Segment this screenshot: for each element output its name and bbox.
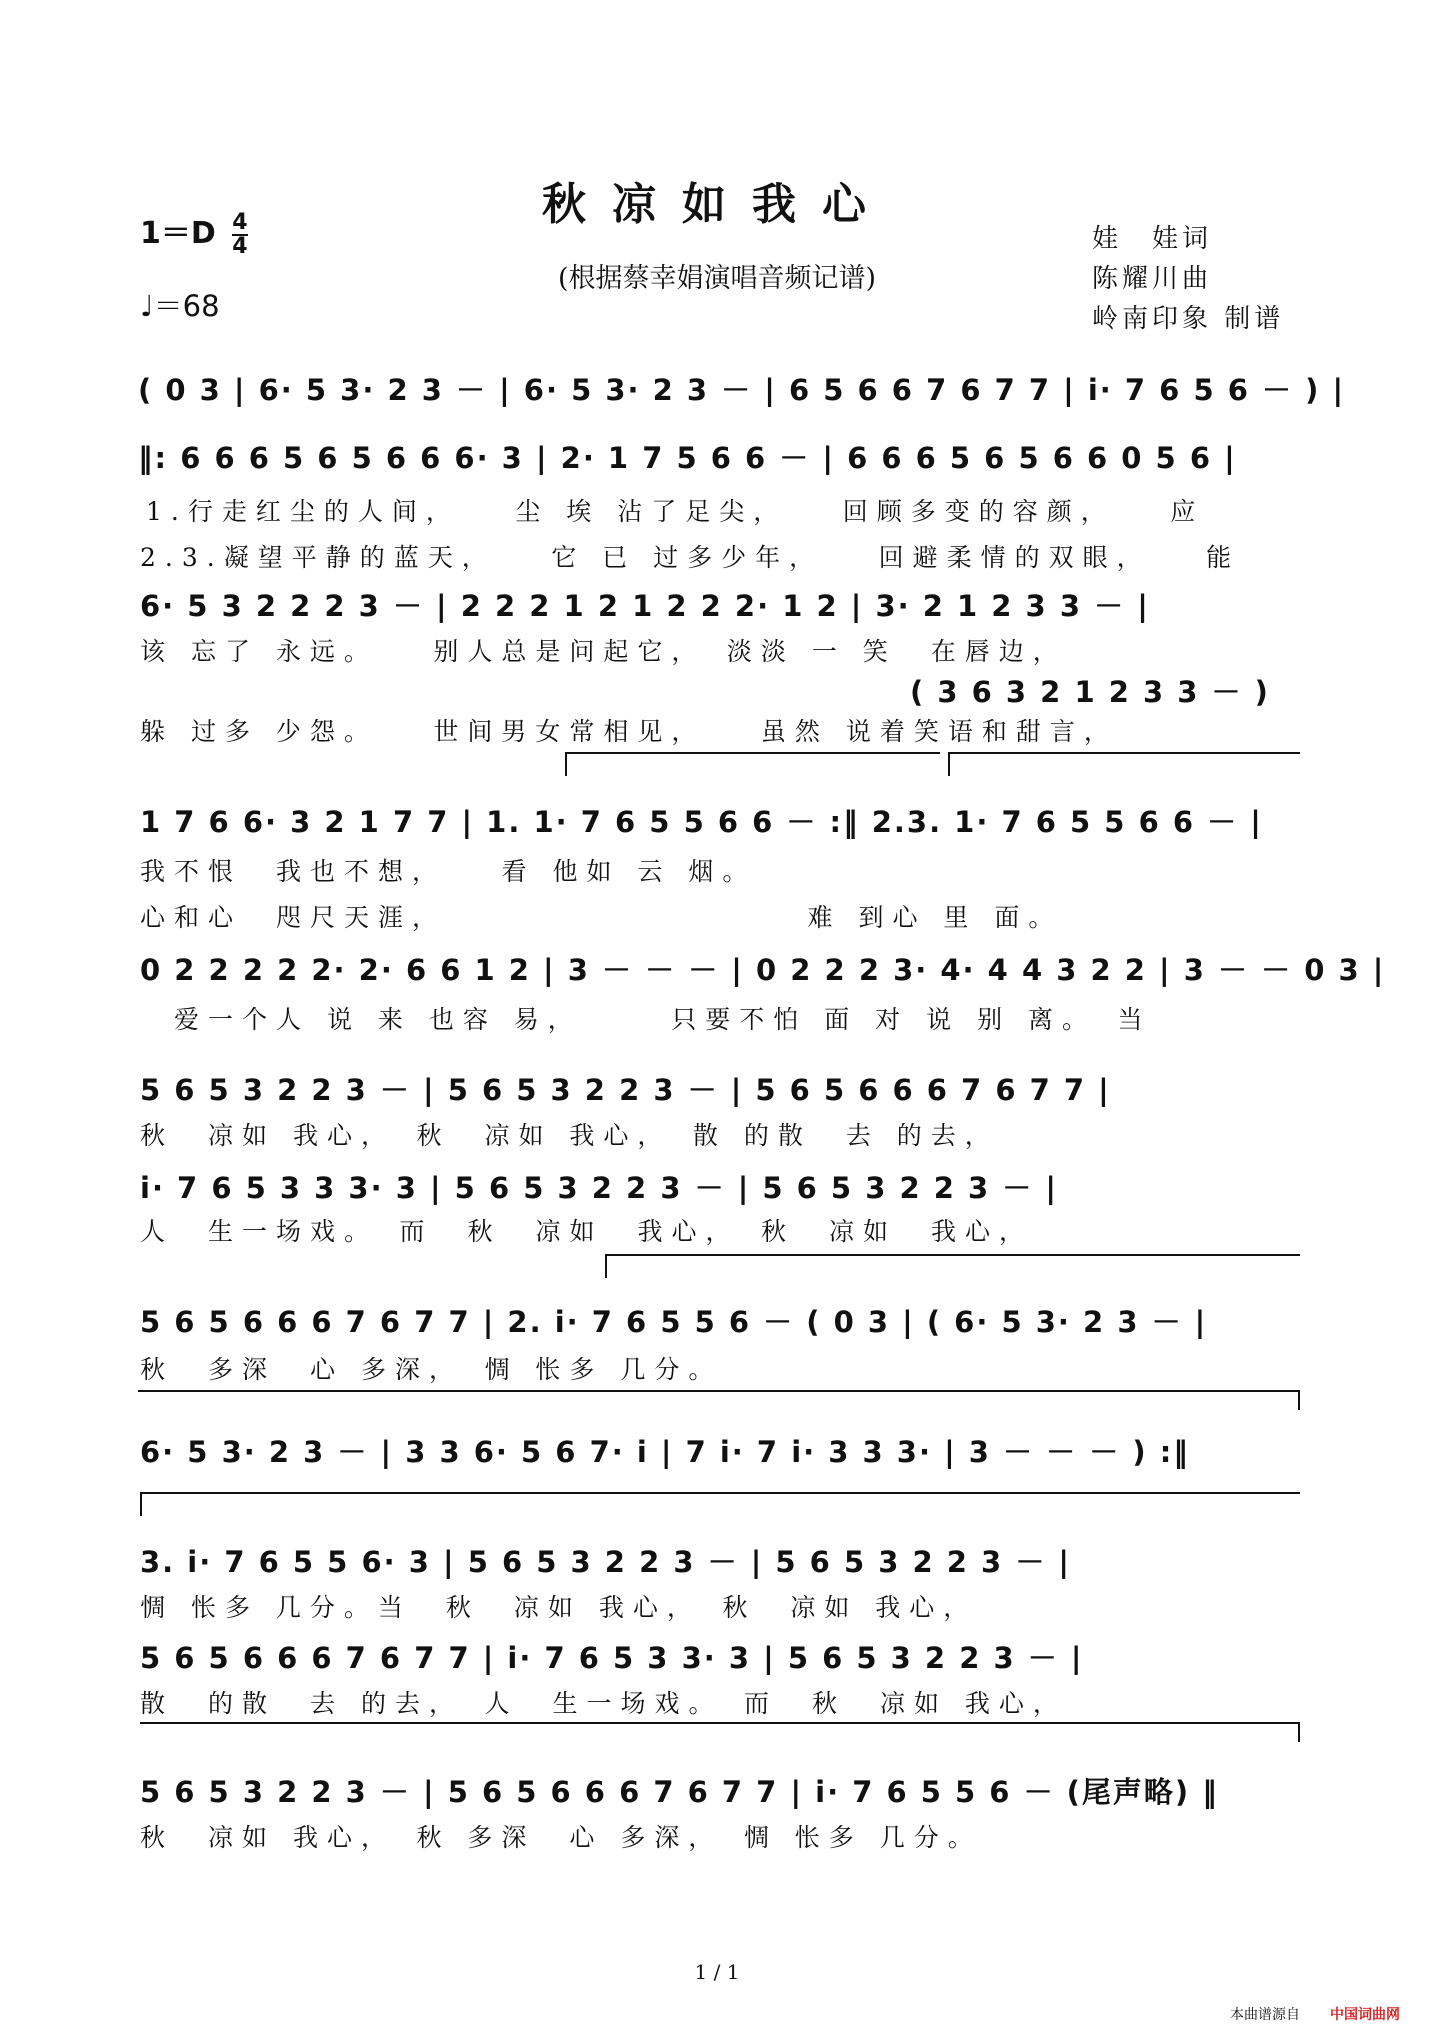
final-bracket-line [140,1722,1300,1724]
system-12-notes: 5 6 5 6 6 6 7 6 7 7 | i· 7 6 5 3 3· 3 | 5 6 5 3 2 2 3 － | [140,1641,1084,1675]
song-title: 秋凉如我心 [542,179,892,230]
system-2-notes: ‖: 6 6 6 5 6 5 6 6 6· 3 | 2· 1 7 5 6 6 － | 6 6 6 5 6 5 6 6 0 5 6 | [138,441,1237,475]
ending-2-bracket-left [605,1254,607,1278]
key-label: 1＝D [140,216,216,251]
song-subtitle: (根据蔡幸娟演唱音频记谱) [557,263,877,294]
lyricist: 娃 娃词 [1092,224,1213,254]
ending-2-bracket [605,1254,1300,1256]
ending-1-bracket [565,752,940,754]
tempo-marking: ♩＝68 [140,289,220,323]
page-number: 1 / 1 [694,1960,740,1984]
system-9-notes: 5 6 5 6 6 6 7 6 7 7 | 2. i· 7 6 5 5 6 － ( 0 3 | ( 6· 5 3· 2 3 － | [140,1305,1208,1339]
system-11-lyric-1: 惆 怅多 几分。当 秋 凉如 我心， 秋 凉如 我心， [140,1593,978,1622]
system-10-notes: 6· 5 3· 2 3 － | 3 3 6· 5 6 7· i | 7 i· 7 i· 3 3 3· | 3 － － － ) :‖ [140,1435,1190,1469]
composer: 陈耀川曲 [1092,264,1213,294]
ending-3-bracket [140,1492,1300,1494]
system-3-notes: 6· 5 3 2 2 2 3 － | 2 2 2 1 2 1 2 2 2· 1 2 | 3· 2 1 2 3 3 － | [140,589,1150,623]
arranger: 岭南印象 制谱 [1092,304,1285,334]
ending-23-bracket [948,752,1300,754]
source-note: 本曲谱源自 [1230,2007,1300,2023]
system-12-lyric-1: 散 的散 去 的去， 人 生一场戏。 而 秋 凉如 我心， [140,1689,1067,1718]
system-1-notes: ( 0 3 | 6· 5 3· 2 3 － | 6· 5 3· 2 3 － | 6 5 6 6 7 6 7 7 | i· 7 6 5 6 － ) | [138,373,1346,407]
system-3-lyric-1: 该 忘了 永远。 别人总是问起它， 淡淡 一 笑 在唇边， [140,637,1067,666]
key-signature [140,208,248,258]
system-2-lyric-1: 1.行走红尘的人间， 尘 埃 沾了足尖， 回顾多变的容颜， 应 [146,497,1205,526]
ending-3-bracket-left [140,1492,142,1516]
system-5-lyric-1: 我不恨 我也不想， 看 他如 云 烟。 [140,857,757,886]
system-8-lyric-1: 人 生一场戏。 而 秋 凉如 我心， 秋 凉如 我心， [140,1217,1034,1246]
system-8-notes: i· 7 6 5 3 3 3· 3 | 5 6 5 3 2 2 3 － | 5 6 5 3 2 2 3 － | [140,1171,1058,1205]
system-5-notes: 1 7 6 6· 3 2 1 7 7 | 1. 1· 7 6 5 5 6 6 － :‖ 2.3. 1· 7 6 5 5 6 6 － | [140,805,1263,839]
system-9-lyric-1: 秋 多深 心 多深， 惆 怅多 几分。 [140,1355,723,1384]
system-4-notes: ( 3 6 3 2 1 2 3 3 － ) [910,675,1270,709]
ending-1-bracket-left [565,752,567,776]
system-7-notes: 5 6 5 3 2 2 3 － | 5 6 5 3 2 2 3 － | 5 6 5 6 6 6 7 6 7 7 | [140,1073,1111,1107]
system-13-notes: 5 6 5 3 2 2 3 － | 5 6 5 6 6 6 7 6 7 7 | i· 7 6 5 5 6 － (尾声略) ‖ [140,1775,1219,1809]
system-7-lyric-1: 秋 凉如 我心， 秋 凉如 我心， 散 的散 去 的去， [140,1121,999,1150]
system-4-lyric-1: 躲 过多 少怨。 世间男女常相见， 虽然 说着笑语和甜言， [140,717,1118,746]
time-top: 4 [232,209,248,235]
system-6-notes: 0 2 2 2 2 2· 2· 6 6 1 2 | 3 － － － | 0 2 2 2 3· 4· 4 4 3 2 2 | 3 － － 0 3 | [140,953,1386,987]
repeat-bracket-right [1298,1390,1300,1410]
final-bracket-right [1298,1722,1300,1742]
repeat-bracket-line [138,1390,1300,1392]
system-6-lyric-1: 爱一个人 说 来 也容 易， 只要不怕 面 对 说 别 离。 当 [140,1005,1152,1034]
source-site: 中国词曲网 [1330,2007,1400,2023]
time-signature [232,209,248,259]
system-2-lyric-2: 2.3.凝望平静的蓝天， 它 已 过多少年， 回避柔情的双眼， 能 [140,543,1241,572]
system-11-notes: 3. i· 7 6 5 5 6· 3 | 5 6 5 3 2 2 3 － | 5 6 5 3 2 2 3 － | [140,1545,1072,1579]
system-13-lyric-1: 秋 凉如 我心， 秋 多深 心 多深， 惆 怅多 几分。 [140,1823,982,1852]
time-bottom: 4 [232,233,248,259]
ending-23-bracket-left [948,752,950,776]
system-5-lyric-2: 心和心 咫尺天涯， 难 到心 里 面。 [140,903,1063,932]
